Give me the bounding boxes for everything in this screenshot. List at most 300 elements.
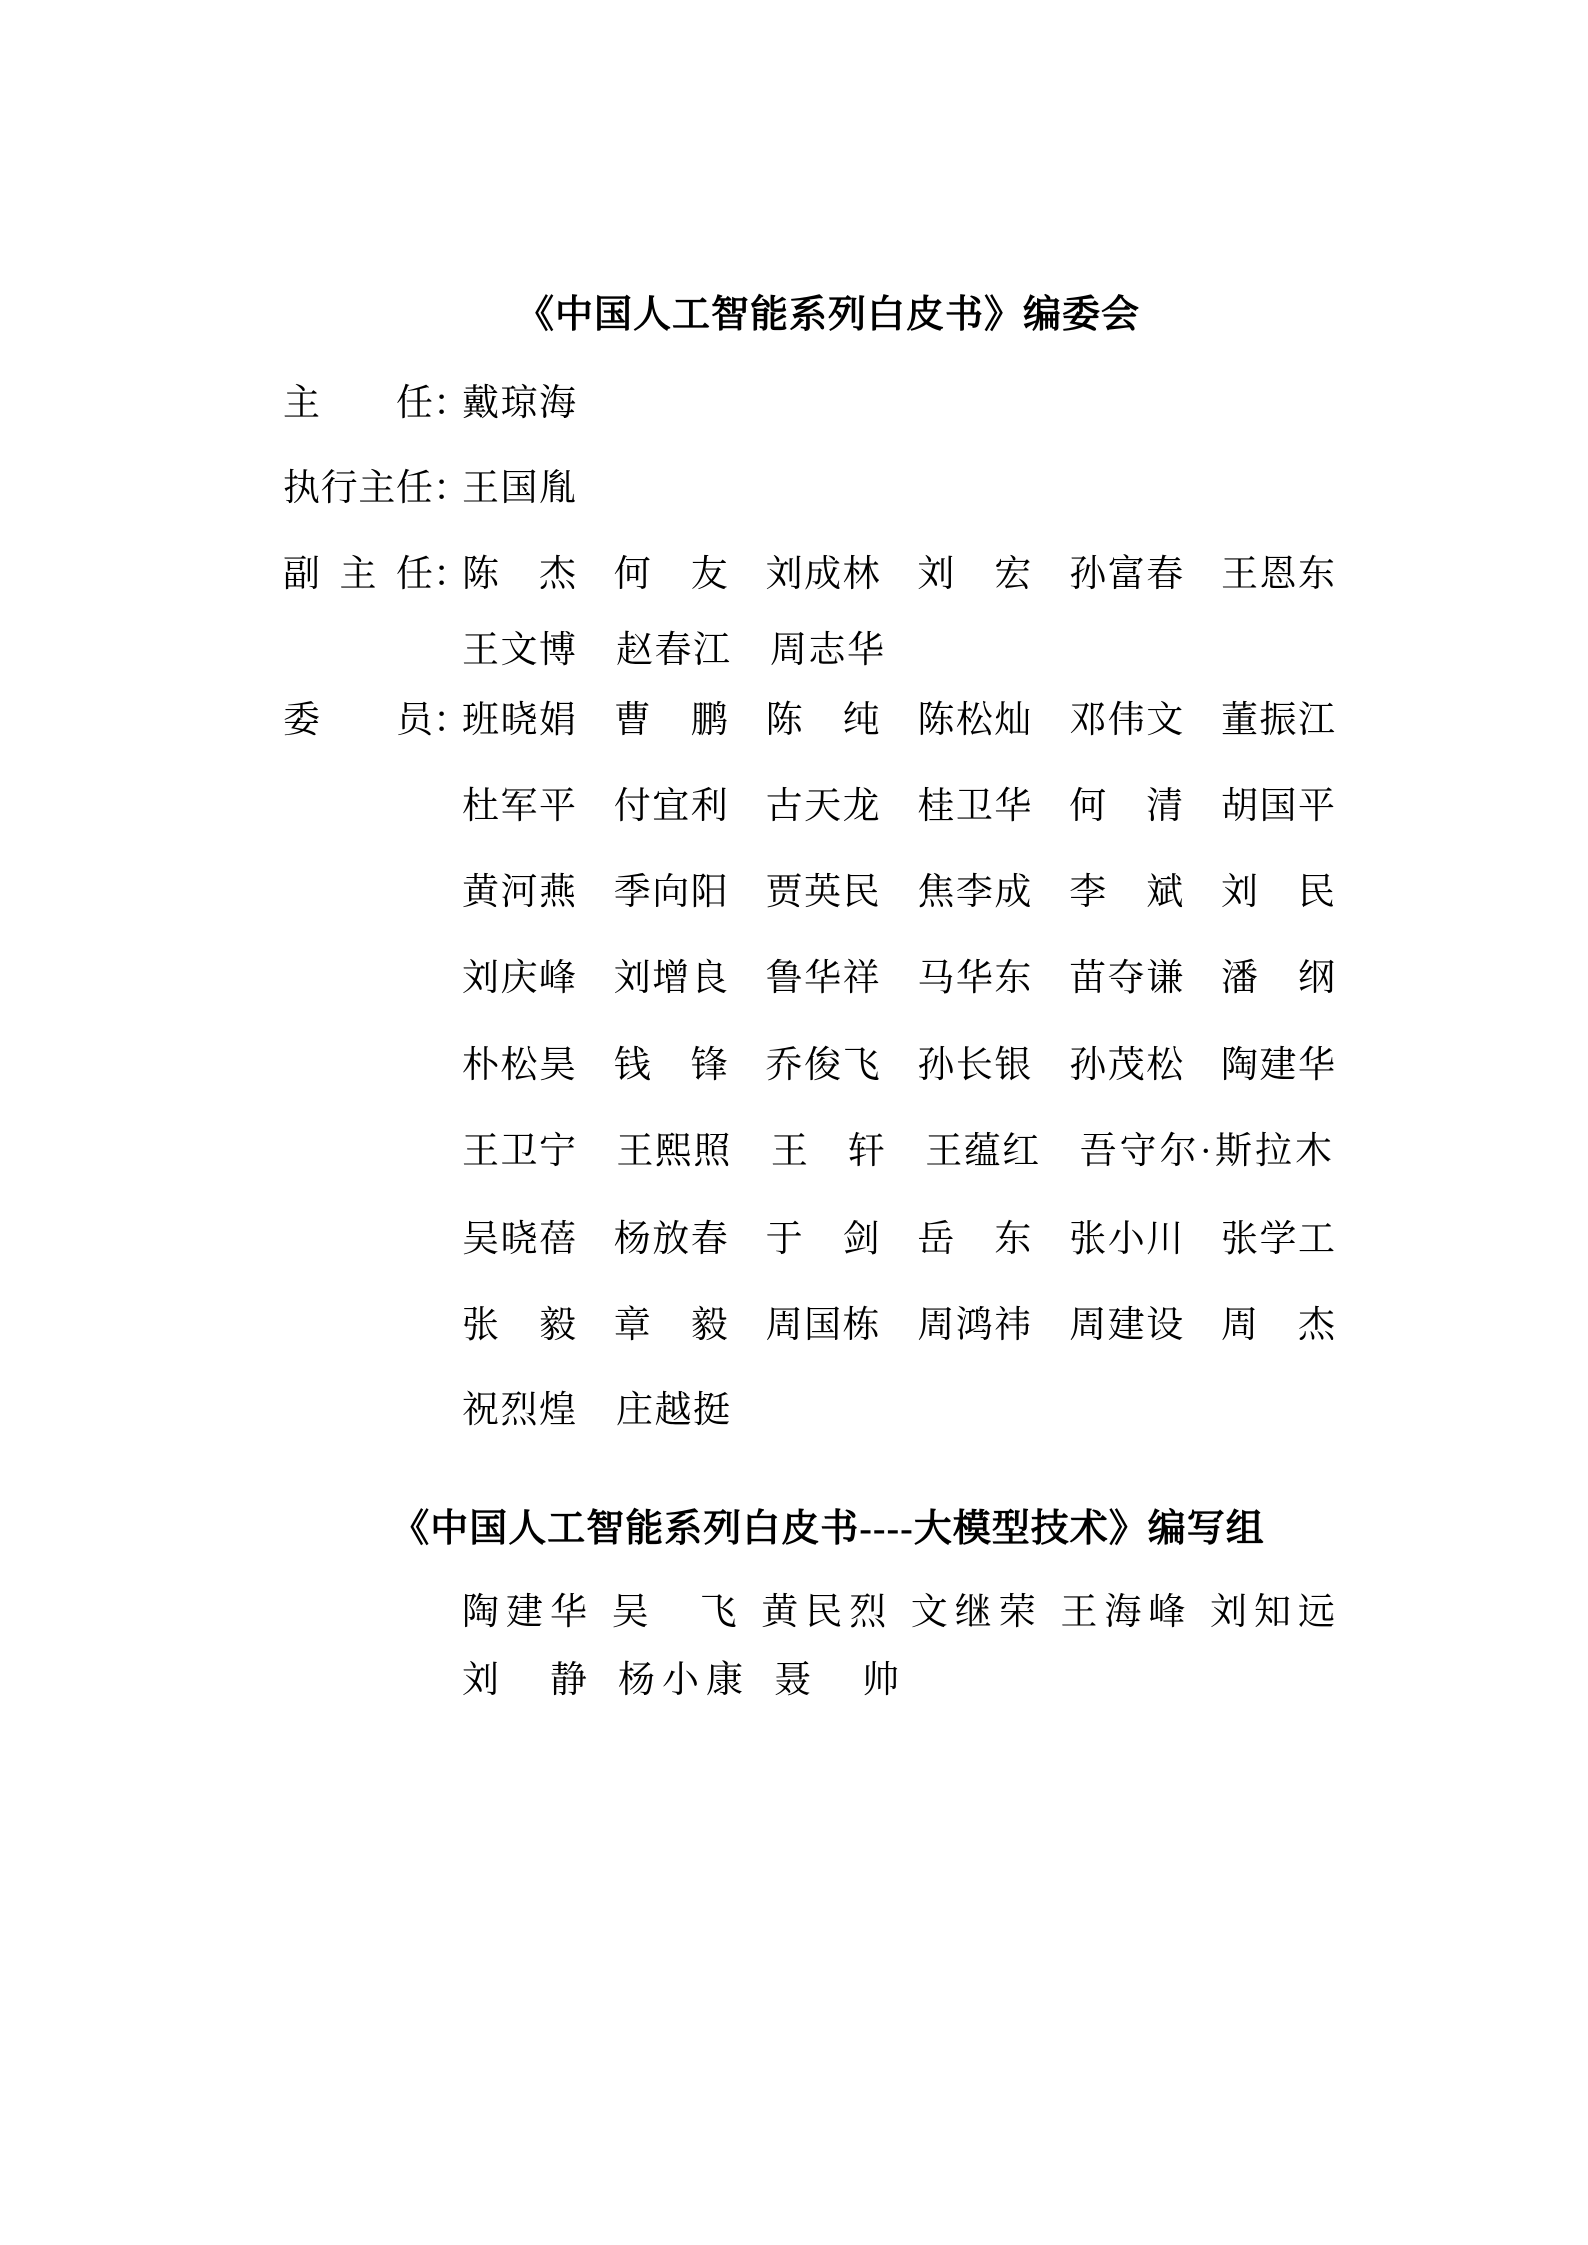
name-char: 于: [765, 1219, 803, 1260]
name-char: 吴: [611, 1592, 649, 1633]
name-char: 春: [654, 630, 692, 671]
member-name: [462, 1659, 587, 1703]
label-colon: ：: [433, 383, 470, 424]
name-char: 国: [804, 1305, 842, 1346]
member-name: [766, 1044, 880, 1088]
name-char: 良: [690, 958, 728, 999]
name-char: 岳: [917, 1219, 955, 1260]
member-name: [462, 871, 576, 915]
name-char: 刘: [462, 958, 499, 999]
member-row: [283, 1130, 1335, 1174]
member-name: [1069, 957, 1183, 1001]
name-group: [462, 1130, 1335, 1174]
name-char: 周: [1220, 1305, 1258, 1346]
member-name: [766, 1218, 880, 1262]
name-char: 曹: [613, 700, 651, 741]
name-char: 增: [652, 958, 690, 999]
name-char: 昊: [539, 1045, 576, 1086]
member-name: [1069, 1304, 1183, 1348]
name-char: 王: [462, 468, 499, 509]
name-char: 飞: [699, 1592, 737, 1633]
name-char: 刘: [1209, 1592, 1247, 1633]
member-name: [462, 553, 576, 597]
name-char: 知: [1253, 1592, 1291, 1633]
name-char: 放: [652, 1219, 690, 1260]
name-char: 杨: [613, 1219, 651, 1260]
label-char: 副: [283, 554, 320, 595]
name-char: 戴: [462, 383, 499, 424]
member-name: [462, 957, 576, 1001]
name-char: 华: [804, 958, 842, 999]
member-row: [283, 467, 1335, 511]
name-char: 林: [842, 554, 880, 595]
label-char: 主: [283, 383, 320, 424]
name-char: 夺: [1107, 958, 1145, 999]
row-label: [283, 467, 433, 511]
name-char: 张: [1220, 1219, 1258, 1260]
name-char: 春: [690, 1219, 728, 1260]
name-group: [462, 785, 1335, 829]
name-char: 烈: [849, 1592, 887, 1633]
member-name: [1221, 1044, 1335, 1088]
name-char: 季: [613, 872, 651, 913]
name-char: 成: [994, 872, 1032, 913]
name-char: 煌: [539, 1390, 576, 1431]
member-name: [766, 699, 880, 743]
member-name: [1221, 957, 1335, 1001]
name-char: 周: [770, 630, 807, 671]
name-char: 陶: [1220, 1045, 1258, 1086]
name-char: 龙: [842, 786, 880, 827]
name-char: 继: [954, 1592, 992, 1633]
name-char: 杰: [539, 554, 576, 595]
member-name: [766, 957, 880, 1001]
member-name: [917, 699, 1031, 743]
name-char: 建: [1107, 1305, 1145, 1346]
name-char: 华: [550, 1592, 587, 1633]
member-name: [766, 871, 880, 915]
name-char: 博: [539, 630, 576, 671]
name-char: 天: [804, 786, 842, 827]
name-char: 越: [654, 1390, 692, 1431]
committee-title: 《中国人工智能系列白皮书》编委会: [515, 294, 1140, 336]
name-char: 江: [1297, 700, 1335, 741]
member-name: [1221, 785, 1335, 829]
name-char: 栋: [842, 1305, 880, 1346]
name-char: 远: [1297, 1592, 1335, 1633]
name-char: 王: [462, 630, 499, 671]
name-char: 陈: [462, 554, 499, 595]
member-name: [1221, 1304, 1335, 1348]
name-char: 陈: [917, 700, 955, 741]
name-group: [462, 1044, 1335, 1088]
name-char: 钱: [613, 1045, 651, 1086]
name-char: 胤: [539, 468, 576, 509]
name-char: 卫: [955, 786, 993, 827]
member-name: [1221, 699, 1335, 743]
name-char: 乔: [765, 1045, 803, 1086]
name-char: 烈: [500, 1390, 538, 1431]
name-char: 利: [690, 786, 728, 827]
member-name: [1069, 553, 1183, 597]
name-group: [462, 1389, 1335, 1433]
name-char: 阳: [690, 872, 728, 913]
member-name: [771, 1130, 885, 1174]
name-char: 国: [500, 468, 538, 509]
name-char: 平: [1297, 786, 1335, 827]
name-char: 志: [808, 630, 846, 671]
row-label: [283, 553, 433, 597]
name-char: 峰: [1148, 1592, 1186, 1633]
name-char: 刘: [1220, 872, 1258, 913]
name-char: 灿: [994, 700, 1032, 741]
name-char: 松: [500, 1045, 538, 1086]
label-char: 委: [283, 700, 320, 741]
member-name: [1221, 553, 1335, 597]
member-name: [1069, 1044, 1183, 1088]
member-name: [614, 699, 728, 743]
label-char: 主: [358, 468, 396, 509]
label-char: 任: [396, 554, 433, 595]
member-name: [917, 1304, 1031, 1348]
member-row: [283, 1659, 1335, 1703]
name-char: 振: [1259, 700, 1297, 741]
name-char: 东: [994, 958, 1032, 999]
name-char: 轩: [847, 1131, 885, 1172]
name-char: 民: [805, 1592, 843, 1633]
member-name: [766, 1304, 880, 1348]
name-group: [462, 871, 1335, 915]
name-group: [462, 1218, 1335, 1262]
member-name: [462, 699, 576, 743]
member-name: [917, 957, 1031, 1001]
member-name: [766, 785, 880, 829]
name-char: 毅: [539, 1305, 576, 1346]
name-char: 晓: [500, 1219, 538, 1260]
name-char: 海: [1104, 1592, 1142, 1633]
name-char: 蓓: [539, 1219, 576, 1260]
member-name: [618, 1659, 743, 1703]
name-char: 纲: [1297, 958, 1335, 999]
member-name: [462, 382, 576, 426]
name-char: 英: [804, 872, 842, 913]
member-name: [1069, 699, 1183, 743]
name-char: 友: [690, 554, 728, 595]
name-char: 华: [955, 958, 993, 999]
name-char: 建: [506, 1592, 543, 1633]
name-char: 王: [462, 1131, 499, 1172]
name-char: 锋: [690, 1045, 728, 1086]
member-row: [283, 629, 1335, 673]
name-char: 守: [1119, 1131, 1160, 1172]
name-char: 卫: [500, 1131, 538, 1172]
name-char: 木: [1294, 1131, 1335, 1172]
label-char: 员: [396, 700, 433, 741]
name-char: 成: [804, 554, 842, 595]
name-char: 建: [1259, 1045, 1297, 1086]
name-char: 何: [1069, 786, 1107, 827]
writing-group-title: 《中国人工智能系列白皮书----大模型技术》编写组: [391, 1508, 1265, 1550]
name-char: 学: [1259, 1219, 1297, 1260]
name-char: 吴: [462, 1219, 499, 1260]
name-char: 帅: [862, 1660, 899, 1701]
name-char: 国: [1259, 786, 1297, 827]
name-char: 红: [1002, 1131, 1040, 1172]
label-colon: ：: [433, 554, 470, 595]
name-char: 文: [910, 1592, 948, 1633]
member-name: [1080, 1130, 1335, 1174]
member-name: [766, 553, 880, 597]
member-name: [1221, 871, 1335, 915]
member-name: [917, 871, 1031, 915]
member-name: [917, 1044, 1031, 1088]
member-name: [614, 553, 728, 597]
member-name: [917, 553, 1031, 597]
name-char: 付: [613, 786, 651, 827]
name-group: [462, 1591, 1335, 1635]
name-char: 祥: [842, 958, 880, 999]
name-char: 刘: [613, 958, 651, 999]
name-char: 东: [994, 1219, 1032, 1260]
member-name: [616, 629, 730, 673]
name-char: 孙: [917, 1045, 955, 1086]
label-char: 任: [395, 468, 433, 509]
name-char: 王: [1220, 554, 1258, 595]
member-name: [614, 785, 728, 829]
member-row: [283, 1044, 1335, 1088]
name-char: 俊: [804, 1045, 842, 1086]
member-row: [283, 957, 1335, 1001]
member-name: [462, 1591, 587, 1635]
member-row: [283, 1304, 1335, 1348]
member-name: [616, 1389, 730, 1433]
member-name: [1069, 871, 1183, 915]
name-char: 文: [500, 630, 538, 671]
name-char: 毅: [690, 1305, 728, 1346]
name-char: 董: [1220, 700, 1258, 741]
member-name: [770, 629, 884, 673]
name-char: 李: [955, 872, 993, 913]
name-char: 设: [1146, 1305, 1184, 1346]
name-char: 荣: [998, 1592, 1036, 1633]
name-char: 静: [550, 1660, 587, 1701]
name-char: 刘: [765, 554, 803, 595]
name-char: 章: [613, 1305, 651, 1346]
name-char: 邓: [1069, 700, 1107, 741]
name-char: 杨: [618, 1660, 655, 1701]
member-name: [616, 1130, 730, 1174]
name-char: 松: [1146, 1045, 1184, 1086]
member-name: [925, 1130, 1039, 1174]
name-char: 黄: [462, 872, 499, 913]
member-name: [614, 957, 728, 1001]
name-char: 庆: [500, 958, 538, 999]
member-row: [283, 1218, 1335, 1262]
name-char: 斯: [1214, 1131, 1255, 1172]
name-char: 庄: [616, 1390, 653, 1431]
name-char: 河: [500, 872, 538, 913]
name-char: 长: [955, 1045, 993, 1086]
member-name: [917, 1218, 1031, 1262]
label-colon: ：: [433, 700, 470, 741]
name-char: 平: [539, 786, 576, 827]
member-name: [761, 1591, 886, 1635]
name-char: 宏: [994, 554, 1032, 595]
name-char: 清: [1146, 786, 1184, 827]
name-char: 孙: [1069, 1045, 1107, 1086]
label-colon: ：: [433, 468, 470, 509]
name-char: 纯: [842, 700, 880, 741]
name-char: 焦: [917, 872, 955, 913]
name-char: 华: [1297, 1045, 1335, 1086]
name-char: 王: [770, 1131, 808, 1172]
member-name: [614, 1218, 728, 1262]
member-name: [462, 1304, 576, 1348]
name-char: 孙: [1069, 554, 1107, 595]
member-name: [911, 1591, 1036, 1635]
member-name: [462, 1389, 576, 1433]
member-row: [283, 553, 1335, 597]
name-char: 小: [662, 1660, 699, 1701]
member-name: [1069, 1218, 1183, 1262]
name-group: [462, 382, 1335, 426]
name-group: [462, 467, 1335, 511]
name-char: 贾: [765, 872, 803, 913]
member-name: [917, 785, 1031, 829]
name-char: 桂: [917, 786, 955, 827]
name-char: 张: [1069, 1219, 1107, 1260]
name-char: 祎: [994, 1305, 1032, 1346]
name-char: 鲁: [765, 958, 803, 999]
name-char: 李: [1069, 872, 1107, 913]
name-group: [462, 957, 1335, 1001]
name-char: 富: [1107, 554, 1145, 595]
row-label: [283, 382, 433, 426]
label-char: 行: [320, 468, 358, 509]
name-char: 苗: [1069, 958, 1107, 999]
name-char: 伟: [1107, 700, 1145, 741]
name-char: 鸿: [955, 1305, 993, 1346]
name-char: 杰: [1297, 1305, 1335, 1346]
name-char: 峰: [539, 958, 576, 999]
name-char: 挺: [693, 1390, 730, 1431]
member-row: [283, 871, 1335, 915]
name-char: 周: [917, 1305, 955, 1346]
name-char: 工: [1297, 1219, 1335, 1260]
name-char: 陈: [765, 700, 803, 741]
name-char: 聂: [774, 1660, 811, 1701]
row-label: [283, 699, 433, 743]
member-row: [283, 382, 1335, 426]
name-char: 华: [847, 630, 884, 671]
name-char: 娟: [539, 700, 576, 741]
name-char: 熙: [654, 1131, 692, 1172]
name-char: 海: [539, 383, 576, 424]
name-char: 民: [842, 872, 880, 913]
member-name: [1069, 785, 1183, 829]
name-char: 宁: [539, 1131, 576, 1172]
name-char: 古: [765, 786, 803, 827]
member-name: [612, 1591, 737, 1635]
name-char: 飞: [842, 1045, 880, 1086]
name-char: 杜: [462, 786, 499, 827]
name-char: 江: [693, 630, 730, 671]
name-char: 周: [1069, 1305, 1107, 1346]
name-char: 王: [1060, 1592, 1098, 1633]
member-row: [283, 785, 1335, 829]
member-name: [462, 785, 576, 829]
member-name: [462, 1218, 576, 1262]
name-char: 松: [955, 700, 993, 741]
name-char: 黄: [761, 1592, 799, 1633]
name-char: 军: [500, 786, 538, 827]
name-group: [462, 1304, 1335, 1348]
name-char: 陶: [462, 1592, 499, 1633]
label-char: 主: [339, 554, 377, 595]
name-char: 银: [994, 1045, 1032, 1086]
name-char: 鹏: [690, 700, 728, 741]
name-char: 剑: [842, 1219, 880, 1260]
name-char: 川: [1146, 1219, 1184, 1260]
name-char: 蕴: [963, 1131, 1001, 1172]
member-name: [462, 1044, 576, 1088]
member-name: [614, 1044, 728, 1088]
member-name: [462, 629, 576, 673]
name-char: 照: [693, 1131, 731, 1172]
name-char: 吾: [1079, 1131, 1120, 1172]
name-char: 向: [652, 872, 690, 913]
name-char: 王: [616, 1131, 654, 1172]
member-name: [614, 871, 728, 915]
name-char: 华: [994, 786, 1032, 827]
name-char: 周: [765, 1305, 803, 1346]
name-char: 宜: [652, 786, 690, 827]
name-char: 王: [925, 1131, 963, 1172]
name-char: 胡: [1220, 786, 1258, 827]
name-char: 朴: [462, 1045, 499, 1086]
name-char: 谦: [1146, 958, 1184, 999]
member-row: [283, 1389, 1335, 1433]
label-char: 任: [396, 383, 433, 424]
name-char: 祝: [462, 1390, 499, 1431]
name-char: 春: [1146, 554, 1184, 595]
member-name: [462, 467, 576, 511]
name-char: 刘: [462, 1660, 499, 1701]
name-char: 琼: [500, 383, 538, 424]
name-char: 班: [462, 700, 499, 741]
name-char: 东: [1297, 554, 1335, 595]
name-char: 斌: [1146, 872, 1184, 913]
name-char: 小: [1107, 1219, 1145, 1260]
name-char: 拉: [1254, 1131, 1295, 1172]
name-char: 何: [613, 554, 651, 595]
name-char: 潘: [1220, 958, 1258, 999]
member-name: [774, 1659, 899, 1703]
member-row: [283, 1591, 1335, 1635]
name-char: 张: [462, 1305, 499, 1346]
member-name: [1221, 1218, 1335, 1262]
name-char: 赵: [616, 630, 653, 671]
label-char: 执: [283, 468, 320, 509]
member-name: [1060, 1591, 1185, 1635]
name-char: 茂: [1107, 1045, 1145, 1086]
member-row: [283, 699, 1335, 743]
name-char: ·: [1199, 1131, 1215, 1172]
name-char: 马: [917, 958, 955, 999]
name-char: 燕: [539, 872, 576, 913]
member-name: [462, 1130, 576, 1174]
member-name: [614, 1304, 728, 1348]
